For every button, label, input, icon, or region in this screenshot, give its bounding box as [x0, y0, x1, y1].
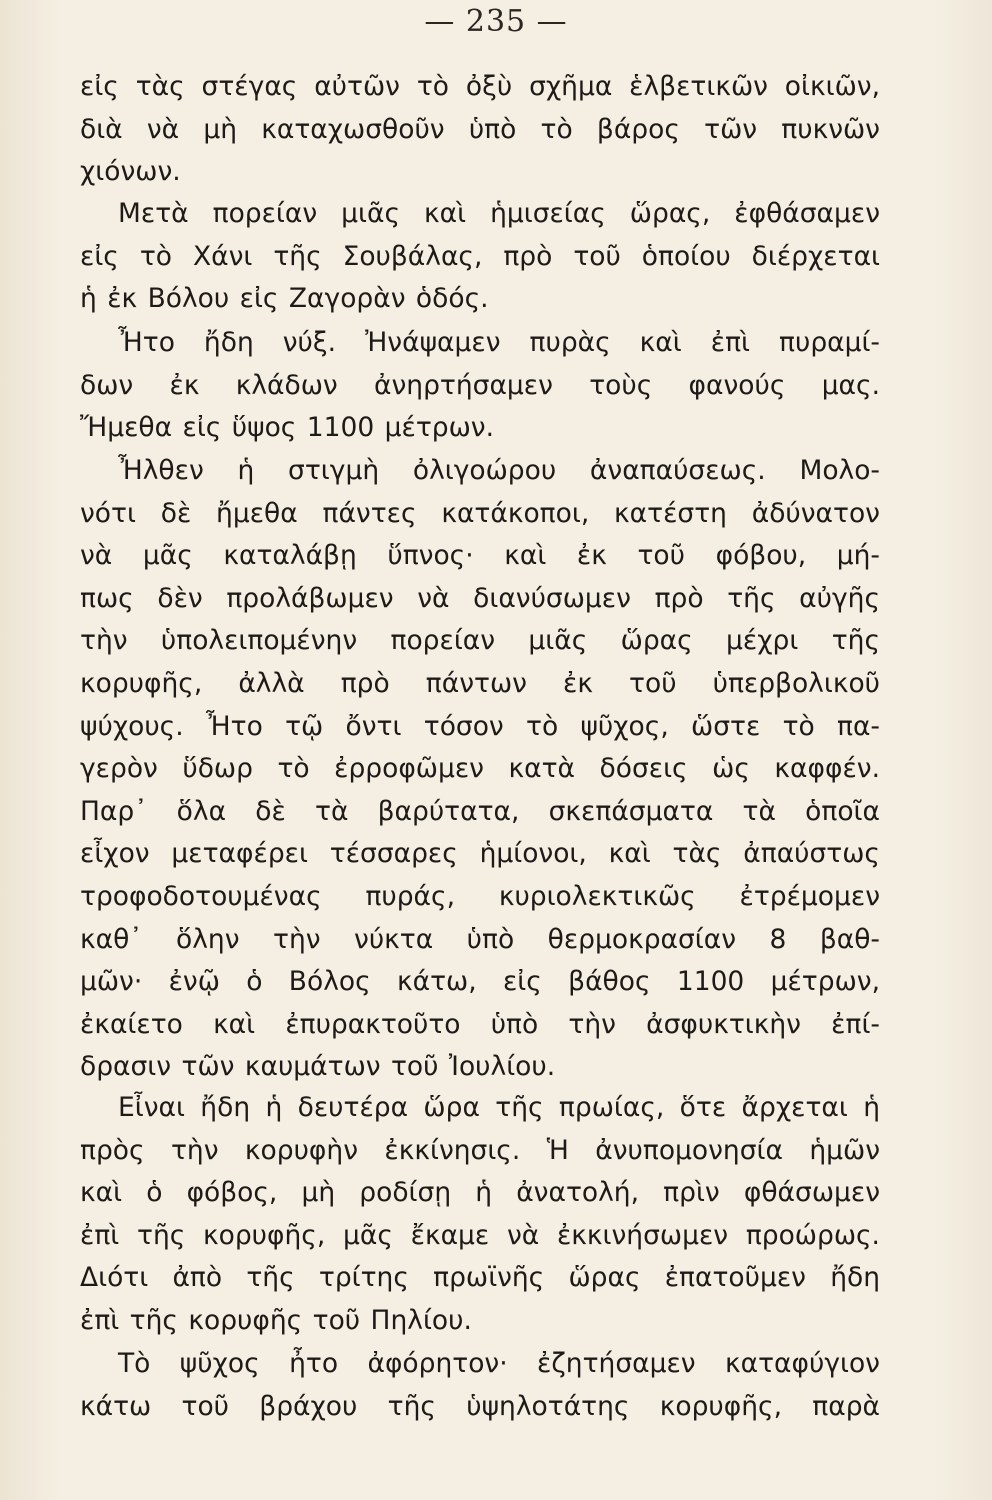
text-line: Μετὰ πορείαν μιᾶς καὶ ἡμισείας ὥρας, ἐφθάσαμεν [118, 198, 880, 229]
text-line: ἡ ἐκ Βόλου εἰς Ζαγορὰν ὁδός. [80, 283, 489, 315]
text-line: κάτω τοῦ βράχου τῆς ὑψηλοτάτης κορυφῆς, παρὰ [80, 1390, 880, 1422]
text-line: μῶν· ἐνῷ ὁ Βόλος κάτω, εἰς βάθος 1100 μέτρων, [80, 966, 880, 998]
text-line: ἐκαίετο καὶ ἐπυρακτοῦτο ὑπὸ τὴν ἀσφυκτικὴν ἐπί- [80, 1008, 880, 1040]
text-line: νότι δὲ ἤμεθα πάντες κατάκοποι, κατέστη ἀδύνατον [80, 497, 880, 529]
paragraph-4 [80, 450, 880, 1089]
text-line: πως δὲν προλάβωμεν νὰ διανύσωμεν πρὸ τῆς αὐγῆς [80, 582, 880, 614]
text-line: Ἦλθεν ἡ στιγμὴ ὀλιγοώρου ἀναπαύσεως. Μολο- [118, 455, 880, 486]
text-line: εἶχον μεταφέρει τέσσαρες ἡμίονοι, καὶ τὰς ἀπαύστως [80, 838, 880, 870]
text-line: Ἤμεθα εἰς ὕψος 1100 μέτρων. [80, 412, 495, 444]
text-line: ψύχους. Ἦτο τῷ ὄντι τόσον τὸ ψῦχος, ὥστε τὸ πα- [80, 710, 880, 742]
text-line: τροφοδοτουμένας πυράς, κυριολεκτικῶς ἐτρέμομεν [80, 880, 880, 912]
paragraph-3 [80, 322, 880, 450]
text-line: ἐπὶ τῆς κορυφῆς τοῦ Πηλίου. [80, 1304, 472, 1336]
text-line: εἰς τὰς στέγας αὐτῶν τὸ ὀξὺ σχῆμα ἑλβετικῶν οἰκιῶν, [80, 71, 880, 102]
text-line: νὰ μᾶς καταλάβῃ ὕπνος· καὶ ἐκ τοῦ φόβου, μή- [80, 540, 880, 572]
text-line: Τὸ ψῦχος ἦτο ἀφόρητον· ἐζητήσαμεν καταφύγιον [118, 1348, 880, 1379]
text-line: εἰς τὸ Χάνι τῆς Σουβάλας, πρὸ τοῦ ὁποίου διέρχεται [80, 240, 880, 272]
page-number: — 235 — [424, 4, 568, 39]
text-line: Εἶναι ἤδη ἡ δευτέρα ὥρα τῆς πρωίας, ὅτε ἄρχεται ἡ [118, 1092, 880, 1123]
text-line: κορυφῆς, ἀλλὰ πρὸ πάντων ἐκ τοῦ ὑπερβολικοῦ [80, 667, 880, 699]
text-line: καὶ ὁ φόβος, μὴ ροδίσῃ ἡ ἀνατολή, πρὶν φθάσωμεν [80, 1177, 880, 1209]
text-line: δων ἐκ κλάδων ἀνηρτήσαμεν τοὺς φανούς μας. [80, 369, 880, 401]
text-line: καθ᾽ ὅλην τὴν νύκτα ὑπὸ θερμοκρασίαν 8 βαθ- [80, 923, 880, 955]
text-line: χιόνων. [80, 156, 181, 188]
text-line: πρὸς τὴν κορυφὴν ἐκκίνησις. Ἡ ἀνυπομονησία ἡμῶν [80, 1134, 880, 1166]
paragraph-6 [80, 1343, 880, 1428]
text-line: Παρ᾽ ὅλα δὲ τὰ βαρύτατα, σκεπάσματα τὰ ὁποῖα [80, 795, 880, 827]
text-line: γερὸν ὕδωρ τὸ ἐρροφῶμεν κατὰ δόσεις ὡς καφφέν. [80, 753, 880, 785]
text-line: τὴν ὑπολειπομένην πορείαν μιᾶς ὥρας μέχρι τῆς [80, 625, 880, 657]
paragraph-5 [80, 1087, 880, 1343]
text-line: διὰ νὰ μὴ καταχωσθοῦν ὑπὸ τὸ βάρος τῶν πυκνῶν [80, 113, 880, 145]
paragraph-1 [80, 66, 880, 194]
text-line: δρασιν τῶν καυμάτων τοῦ Ἰουλίου. [80, 1051, 556, 1083]
text-line: ἐπὶ τῆς κορυφῆς, μᾶς ἔκαμε νὰ ἐκκινήσωμεν προώρως. [80, 1219, 880, 1251]
text-line: Ἦτο ἤδη νύξ. Ἠνάψαμεν πυρὰς καὶ ἐπὶ πυραμί- [118, 327, 880, 358]
paragraph-2 [80, 193, 880, 321]
text-line: Διότι ἀπὸ τῆς τρίτης πρωϊνῆς ὥρας ἐπατοῦμεν ἤδη [80, 1262, 880, 1294]
